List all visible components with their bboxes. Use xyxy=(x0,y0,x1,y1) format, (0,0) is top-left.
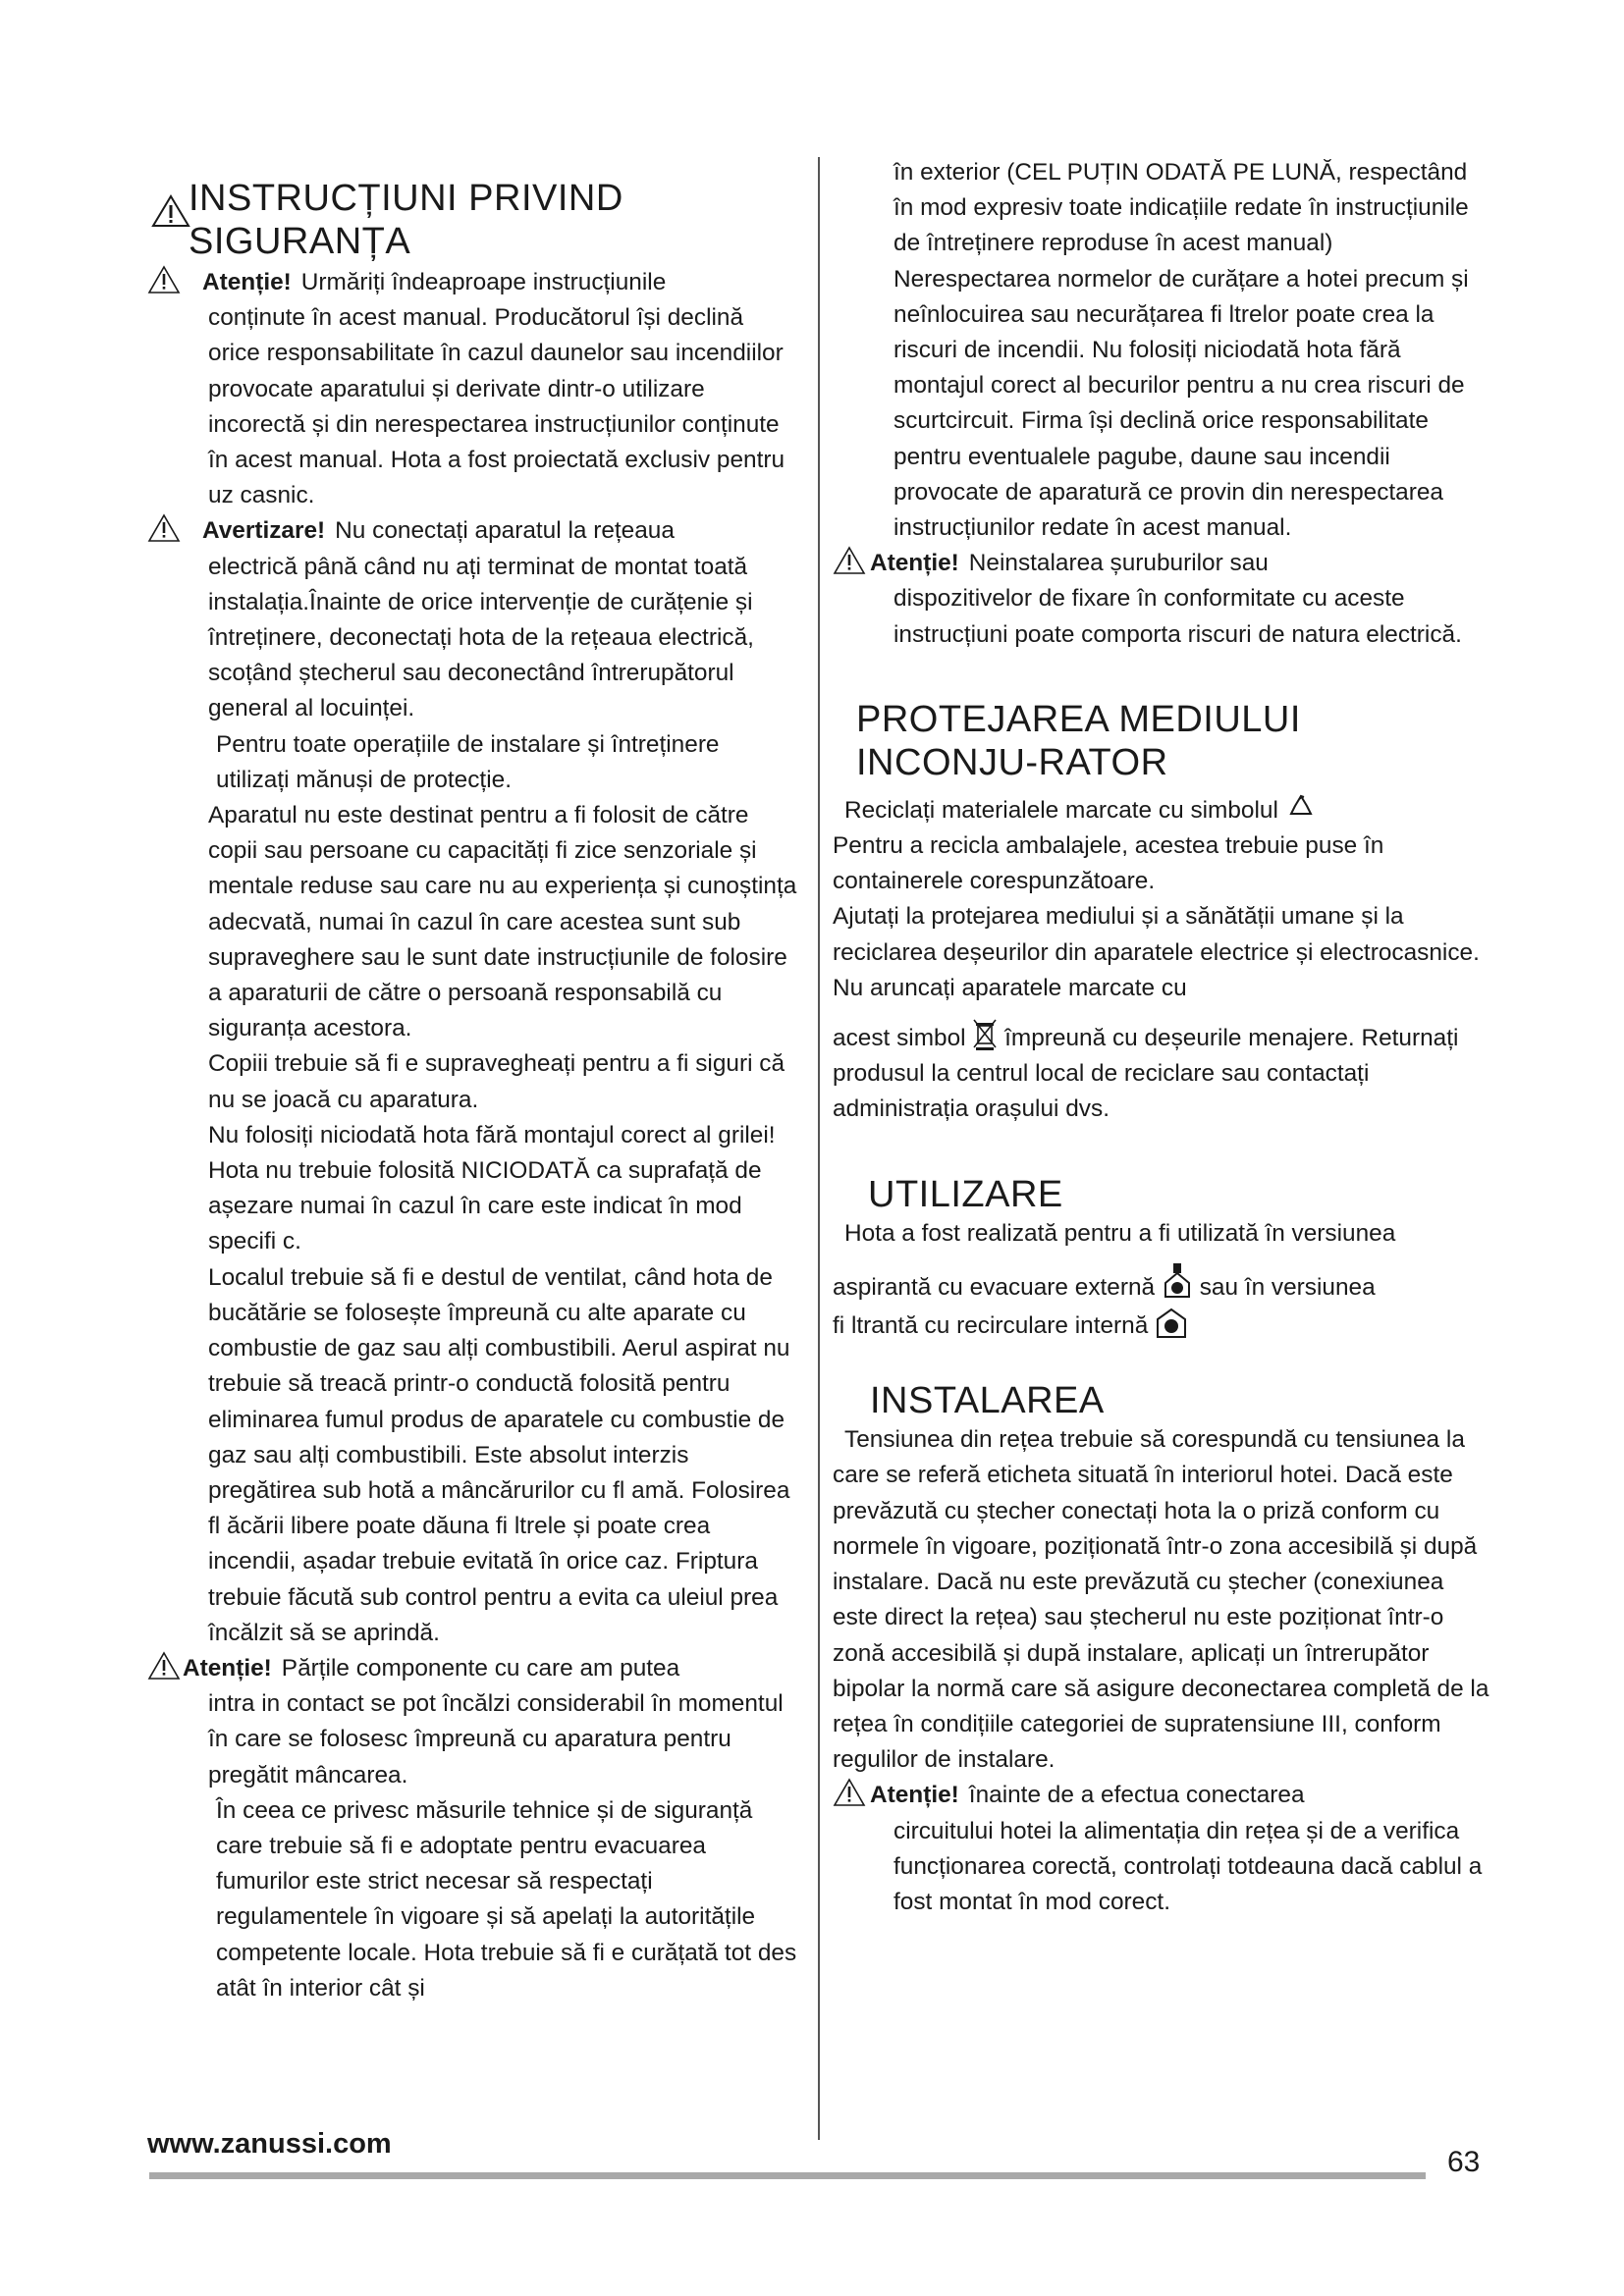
paragraph-surface: Hota nu trebuie folosită NICIODATĂ ca suprafață de așezare numai în cazul în care este indicat în mod specifi c. xyxy=(208,1157,762,1255)
paragraph-weee xyxy=(833,1018,1490,1128)
paragraph-children-supervision: Copiii trebuie să fi e supravegheați pentru a fi siguri că nu se joacă cu aparatura. xyxy=(208,1050,785,1113)
weee-text-start: acest simbol xyxy=(833,1025,966,1052)
weee-text-end: împreună cu deșeurile menajere. Returnați produsul la centrul local de reciclare sau contactați administrația orașului dvs. xyxy=(833,1025,1459,1123)
usage-external-text: aspirantă cu evacuare externă xyxy=(833,1273,1156,1301)
usage-section-title: UTILIZARE xyxy=(868,1173,1063,1215)
installation-section-title: INSTALAREA xyxy=(870,1380,1105,1422)
page-number: 63 xyxy=(1447,2146,1481,2178)
paragraph-grille: Nu folosiți niciodată hota fără montajul corect al grilei! xyxy=(208,1121,776,1148)
crossed-bin-icon xyxy=(972,1018,998,1051)
warning-triangle-icon xyxy=(151,194,190,228)
warning-label: Atenție! xyxy=(870,1782,959,1809)
recycle-icon xyxy=(1285,792,1317,824)
footer-rule xyxy=(149,2172,1426,2179)
paragraph-usage-3 xyxy=(833,1306,1490,1344)
warning-triangle-icon xyxy=(147,1651,181,1681)
warning-triangle-icon xyxy=(833,546,866,575)
warning-label: Atenție! xyxy=(183,1654,272,1682)
warning-triangle-icon xyxy=(833,1778,866,1807)
paragraph-children-persons: Aparatul nu este destinat pentru a fi folosit de către copii sau persoane cu capacități fi zice senzoriale și mentale reduse sau care nu au experiența și cunoștința adecvată, numai în cazul în care acestea sunt sub supraveghere sau le sunt date instrucțiunile de folosire a aparaturii de către o persoană responsabilă cu siguranța acestora. xyxy=(208,802,797,1042)
warning-text: Neinstalarea șuruburilor sau xyxy=(968,550,1269,577)
warning-block-attention-1 xyxy=(147,265,797,513)
warning-triangle-icon xyxy=(147,513,181,543)
paragraph-recycle-packaging: Pentru a recicla ambalajele, acestea trebuie puse în containerele corespunzătoare. xyxy=(833,832,1384,895)
paragraph-gloves: Pentru toate operațiile de instalare și întreținere utilizați mănuși de protecție. xyxy=(216,730,720,793)
warning-text: electrică până când nu ați terminat de montat toată instalația.Înainte de orice intervenție de curățenie și întreținere, deconectați hota de la rețeaua electrică, scoțând ștecherul sau deconectând întrerupătorul general al locuinței. xyxy=(208,553,754,722)
paragraph-ventilation: Localul trebuie să fi e destul de ventilat, când hota de bucătărie se folosește împreună cu alte aparate cu combustie de gaz sau alți combustibili. Aerul aspirat nu trebuie să treacă printr-o conductă folosită pentru eliminarea fumul produs de aparatele cu combustie de gaz sau alți combustibili. Este absolut interzis pregătirea sub hotă a mâncărurilor cu fl amă. Folosirea fl ăcării libere poate dăuna fi ltrele și poate crea incendii, așadar trebuie evitată în orice caz. Friptura trebuie făcută sub control pentru a evita ca uleiul prea încălzit să se aprindă. xyxy=(208,1263,790,1646)
usage-version-text: în versiunea xyxy=(1244,1273,1376,1301)
usage-internal-text: fi ltrantă cu recirculare internă xyxy=(833,1312,1149,1340)
left-column xyxy=(147,147,797,2006)
environment-section-title: PROTEJAREA MEDIULUI INCONJU-RATOR xyxy=(856,698,1301,783)
warning-block-attention-2 xyxy=(147,1651,797,1793)
paragraph-protect-environment: Ajutați la protejarea mediului și a sănătății umane și la reciclarea deșeurilor din aparatele electrice și electrocasnice. Nu aruncați aparatele marcate cu xyxy=(833,903,1480,1001)
paragraph-continued: în exterior (CEL PUȚIN ODATĂ PE LUNĂ, respectând în mod expresiv toate indicațiile redate în instrucțiunile de întreținere reproduse în acest manual) Nerespectarea normelor de curățare a hotei precum și neînlocuirea sau necurățarea fi ltrelor poate crea la riscuri de incendii. Nu folosiți niciodată hota fără montajul corect al becurilor pentru a nu crea riscuri de scurtcircuit. Firma își declină orice responsabilitate pentru eventualele pagube, daune sau incendii provocate de aparatură ce provin din nerespectarea instrucțiunilor redate în acest manual. xyxy=(893,159,1469,542)
hood-recirculation-icon xyxy=(1155,1306,1188,1339)
warning-text: Urmăriți îndeaproape instrucțiunile xyxy=(300,269,667,295)
hood-exhaust-icon xyxy=(1162,1261,1193,1301)
safety-section-title: INSTRUCȚIUNI PRIVIND SIGURANȚA xyxy=(189,178,623,262)
warning-text: intra in contact se pot încălzi considerabil în momentul în care se folosesc împreună cu aparatura pentru pregătit mâncarea. xyxy=(208,1690,784,1789)
paragraph-usage-2 xyxy=(833,1261,1490,1306)
warning-text: Părțile componente cu care am putea xyxy=(281,1654,680,1682)
recycle-text: Reciclați materialele marcate cu simbolul xyxy=(844,796,1278,824)
paragraph-technical-measures: În ceea ce privesc măsurile tehnice și de siguranță care trebuie să fi e adoptate pentru evacuarea fumurilor este strict necesar să respectați regulamentele în vigoare și să apelați la autoritățile competente locale. Hota trebuie să fi e curățată tot des atât în interior cât și xyxy=(216,1796,797,2002)
warning-text: circuitului hotei la alimentația din rețea și de a verifica funcționarea corectă, controlați totdeauna dacă cablul a fost montat în mod corect. xyxy=(893,1817,1483,1915)
right-column xyxy=(833,155,1490,1920)
safety-section-heading xyxy=(147,177,797,263)
paragraph-recycle-symbol xyxy=(833,792,1490,828)
paragraph-installation: Tensiunea din rețea trebuie să corespundă cu tensiunea la care se referă eticheta situată în interiorul hotei. Dacă este prevăzută cu ștecher conectați hota la o priză conform cu normele în vigoare, poziționată într-o zona accesibilă și după instalare. Dacă nu este prevăzută cu ștecher (conexiunea este direct la rețea) sau ștecherul nu este poziționat într-o zonă accesibilă și după instalare, aplicați un întrerupător bipolar la normă care să asigure deconectarea completă de la rețea în condițiile categoriei de supratensiune III, conform regulilor de instalare. xyxy=(833,1426,1489,1774)
warning-text: Nu conectați aparatul la rețeaua xyxy=(335,517,675,545)
paragraph-usage-1: Hota a fost realizată pentru a fi utilizată în versiunea xyxy=(844,1219,1396,1247)
warning-block-advisory xyxy=(147,513,797,726)
warning-text: conținute în acest manual. Producătorul își declină orice responsabilitate în cazul daunelor sau incendiilor provocate aparatului și derivate dintr-o utilizare incorectă și din nerespectarea instrucțiunilor conținute în acest manual. Hota a fost proiectată exclusiv pentru uz casnic. xyxy=(208,304,785,509)
footer-website-link[interactable]: www.zanussi.com xyxy=(147,2128,392,2160)
warning-label: Atenție! xyxy=(202,269,292,295)
warning-text: dispozitivelor de fixare în conformitate cu aceste instrucțiuni poate comporta riscuri de natura electrică. xyxy=(893,585,1462,648)
warning-block-attention-3 xyxy=(833,546,1490,653)
warning-label: Avertizare! xyxy=(202,517,326,545)
usage-or-text: sau xyxy=(1199,1273,1239,1301)
column-divider xyxy=(818,157,820,2140)
warning-triangle-icon xyxy=(147,265,181,294)
warning-label: Atenție! xyxy=(870,550,959,577)
warning-block-attention-4 xyxy=(833,1778,1490,1920)
warning-text: înainte de a efectua conectarea xyxy=(968,1782,1305,1809)
